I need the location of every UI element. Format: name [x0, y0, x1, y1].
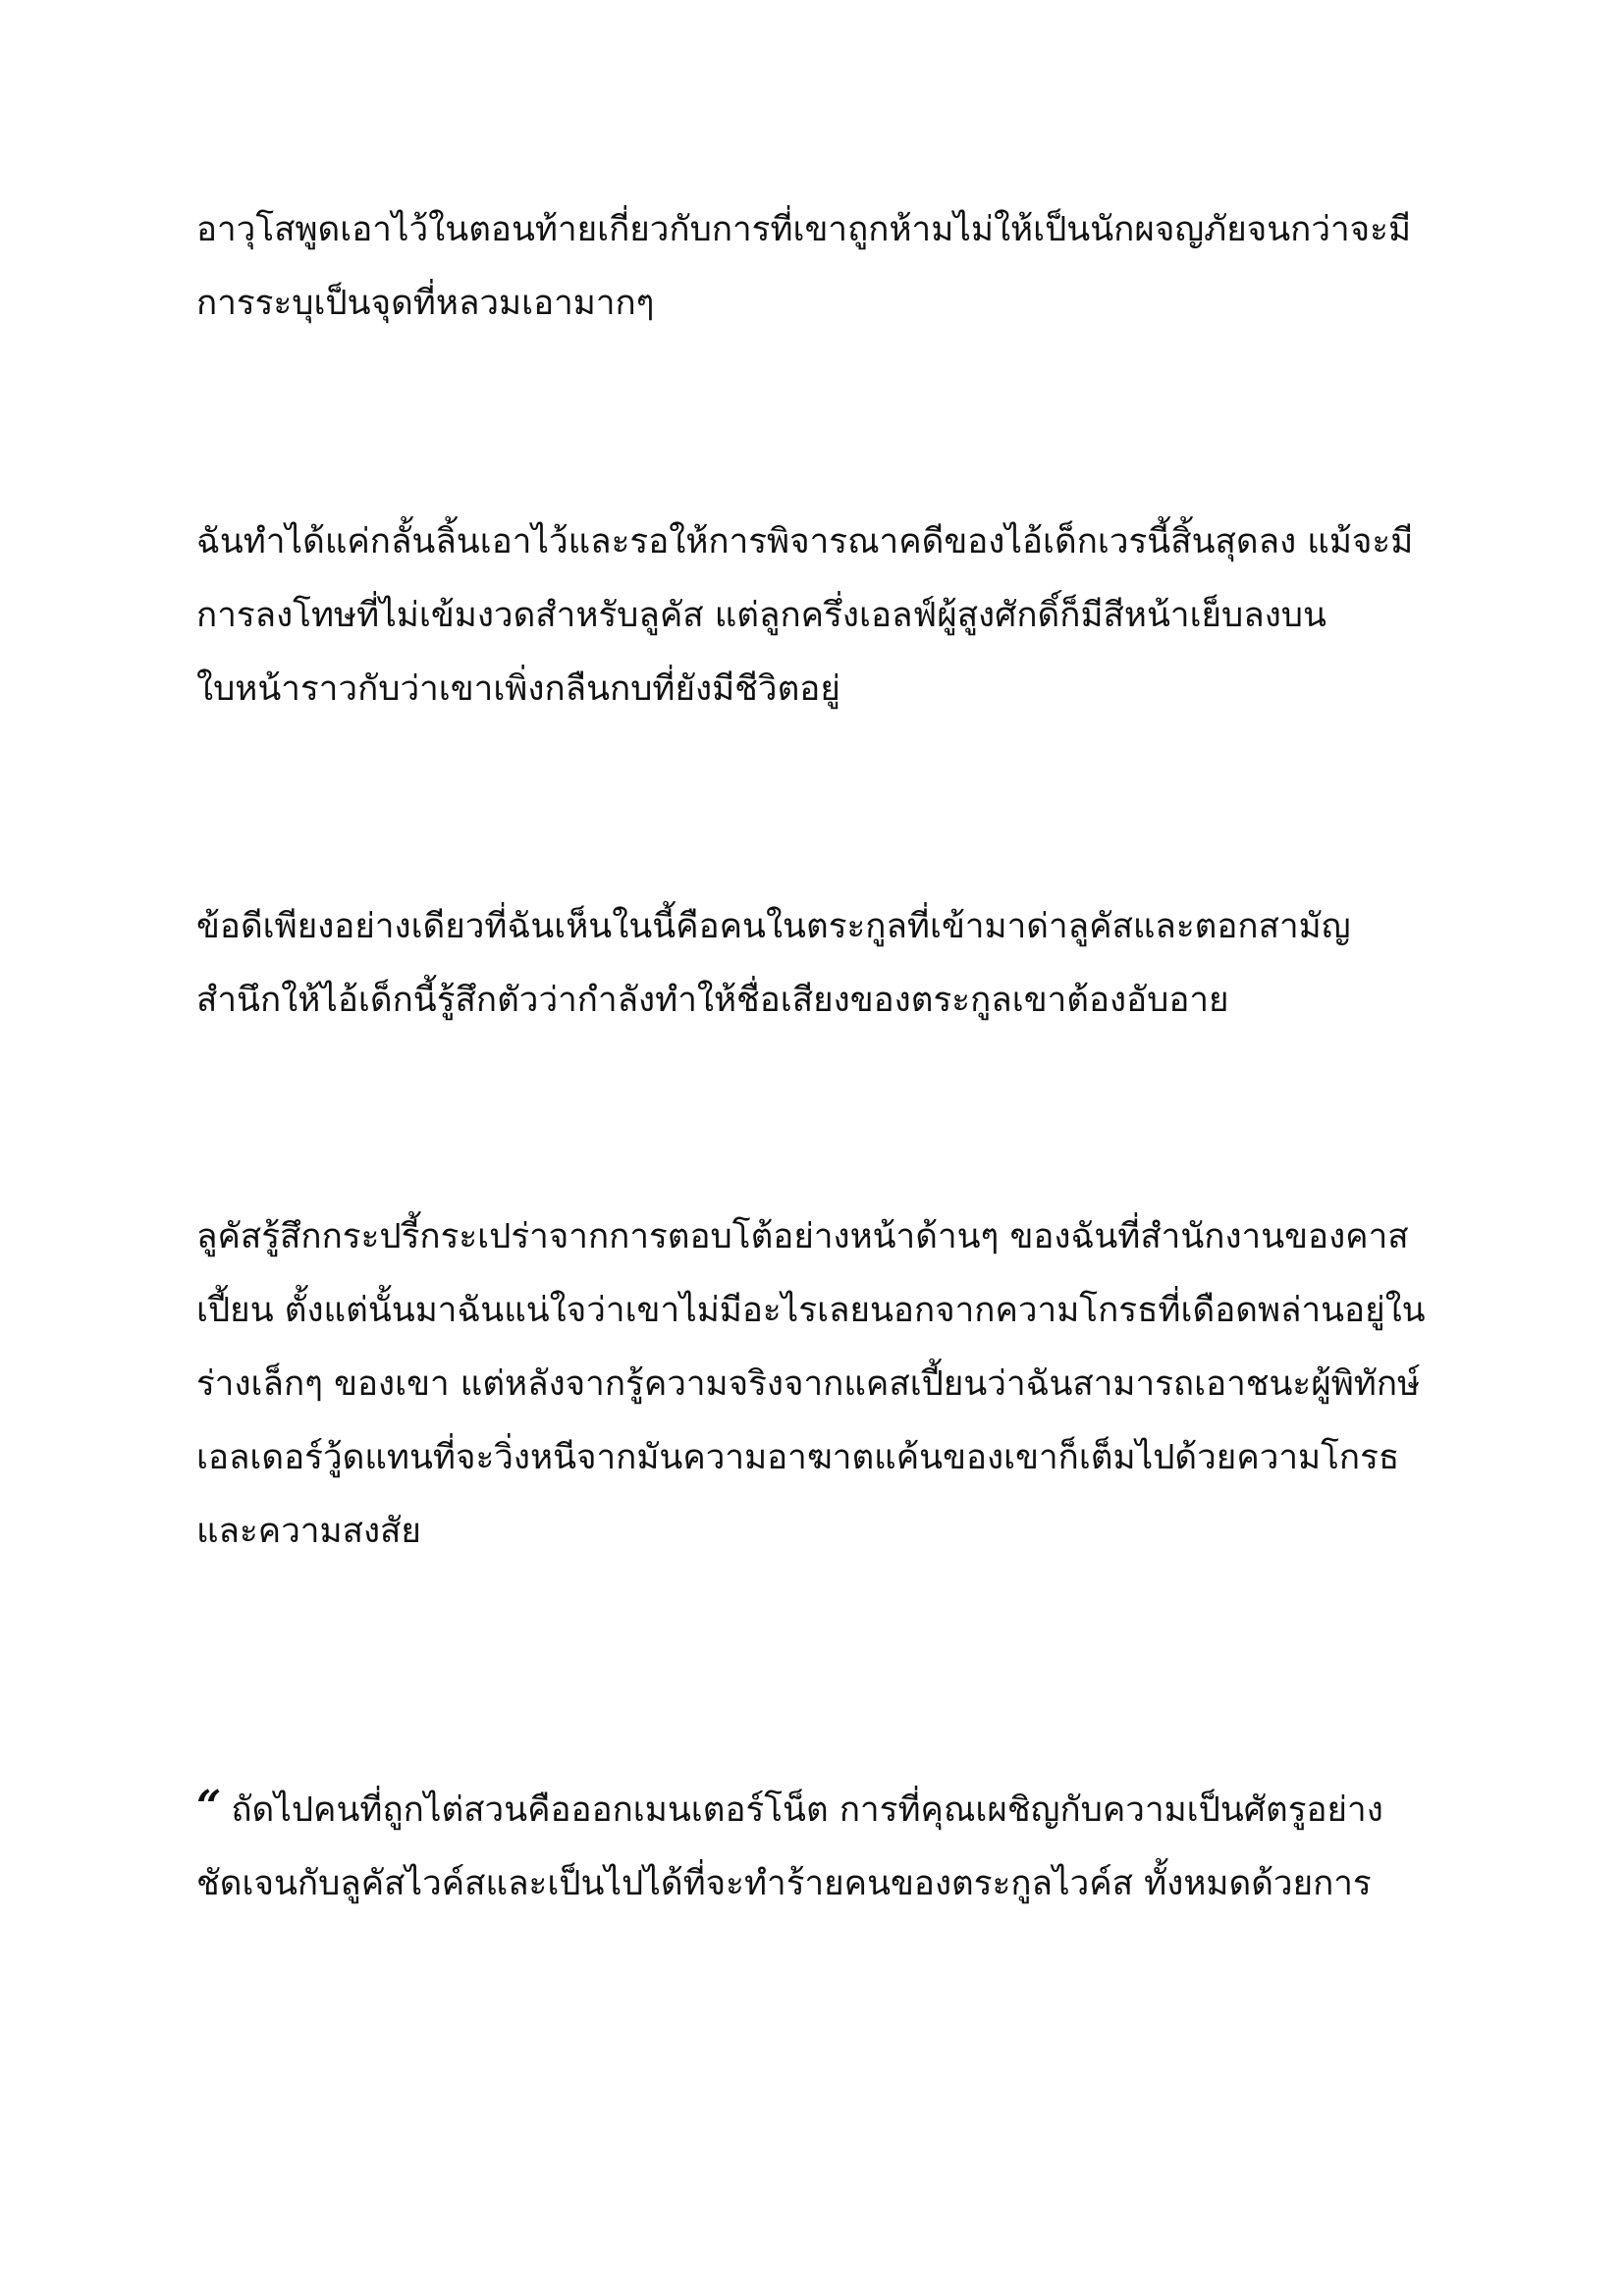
paragraph-line: เปี้ยน ตั้งแต่นั้นมาฉันแน่ใจว่าเขาไม่มีอะไรเลยนอกจากความโกรธที่เดือดพล่านอยู่ใน: [196, 1291, 1426, 1330]
paragraph-2: [196, 506, 1473, 726]
paragraph-3: [196, 890, 1473, 1038]
paragraph-line: และความสงสัย: [196, 1512, 421, 1551]
paragraph-line: [196, 1770, 1473, 1847]
quote-mark: “: [196, 1782, 222, 1832]
paragraph-line: ฉันทำได้แค่กลั้นลิ้นเอาไว้และรอให้การพิจารณาคดีของไอ้เด็กเวรนี้สิ้นสุดลง แม้จะมี: [196, 522, 1414, 561]
paragraph-line: ข้อดีเพียงอย่างเดียวที่ฉันเห็นในนี้คือคนในตระกูลที่เข้ามาด่าลูคัสและตอกสามัญ: [196, 907, 1351, 946]
paragraph-5: [196, 1770, 1473, 1921]
paragraph-line: สำนึกให้ไอ้เด็กนี้รู้สึกตัวว่ากำลังทำให้ชื่อเสียงของตระกูลเขาต้องอับอาย: [196, 981, 1229, 1020]
paragraph-line: การลงโทษที่ไม่เข้มงวดสำหรับลูคัส แต่ลูกครึ่งเอลฟ์ผู้สูงศักดิ์ก็มีสีหน้าเย็บลงบน: [196, 596, 1326, 635]
paragraph-line-text: ถัดไปคนที่ถูกไต่สวนคือออกเมนเตอร์โน็ต การที่คุณเผชิญกับความเป็นศัตรูอย่าง: [231, 1790, 1383, 1830]
paragraph-line: ใบหน้าราวกับว่าเขาเพิ่งกลืนกบที่ยังมีชีวิตอยู่: [196, 669, 840, 709]
paragraph-line: ชัดเจนกับลูคัสไวค์สและเป็นไปได้ที่จะทำร้ายคนของตระกูลไวค์ส ทั้งหมดด้วยการ: [196, 1864, 1372, 1903]
paragraph-line: เอลเดอร์วู้ดแทนที่จะวิ่งหนีจากมันความอาฆาตแค้นของเขาก็เต็มไปด้วยความโกรธ: [196, 1438, 1400, 1477]
paragraph-line: ร่างเล็กๆ ของเขา แต่หลังจากรู้ความจริงจากแคสเปี้ยนว่าฉันสามารถเอาชนะผู้พิทักษ์: [196, 1364, 1421, 1404]
paragraph-line: ลูคัสรู้สึกกระปรี้กระเปร่าจากการตอบโต้อย่างหน้าด้านๆ ของฉันที่สำนักงานของคาส: [196, 1217, 1409, 1256]
paragraph-4: [196, 1201, 1473, 1569]
paragraph-line: การระบุเป็นจุดที่หลวมเอามากๆ: [196, 284, 655, 323]
paragraph-line: อาวุโสพูดเอาไว้ในตอนท้ายเกี่ยวกับการที่เขาถูกห้ามไม่ให้เป็นนักผจญภัยจนกว่าจะมี: [196, 210, 1412, 249]
paragraph-1: [196, 193, 1473, 341]
